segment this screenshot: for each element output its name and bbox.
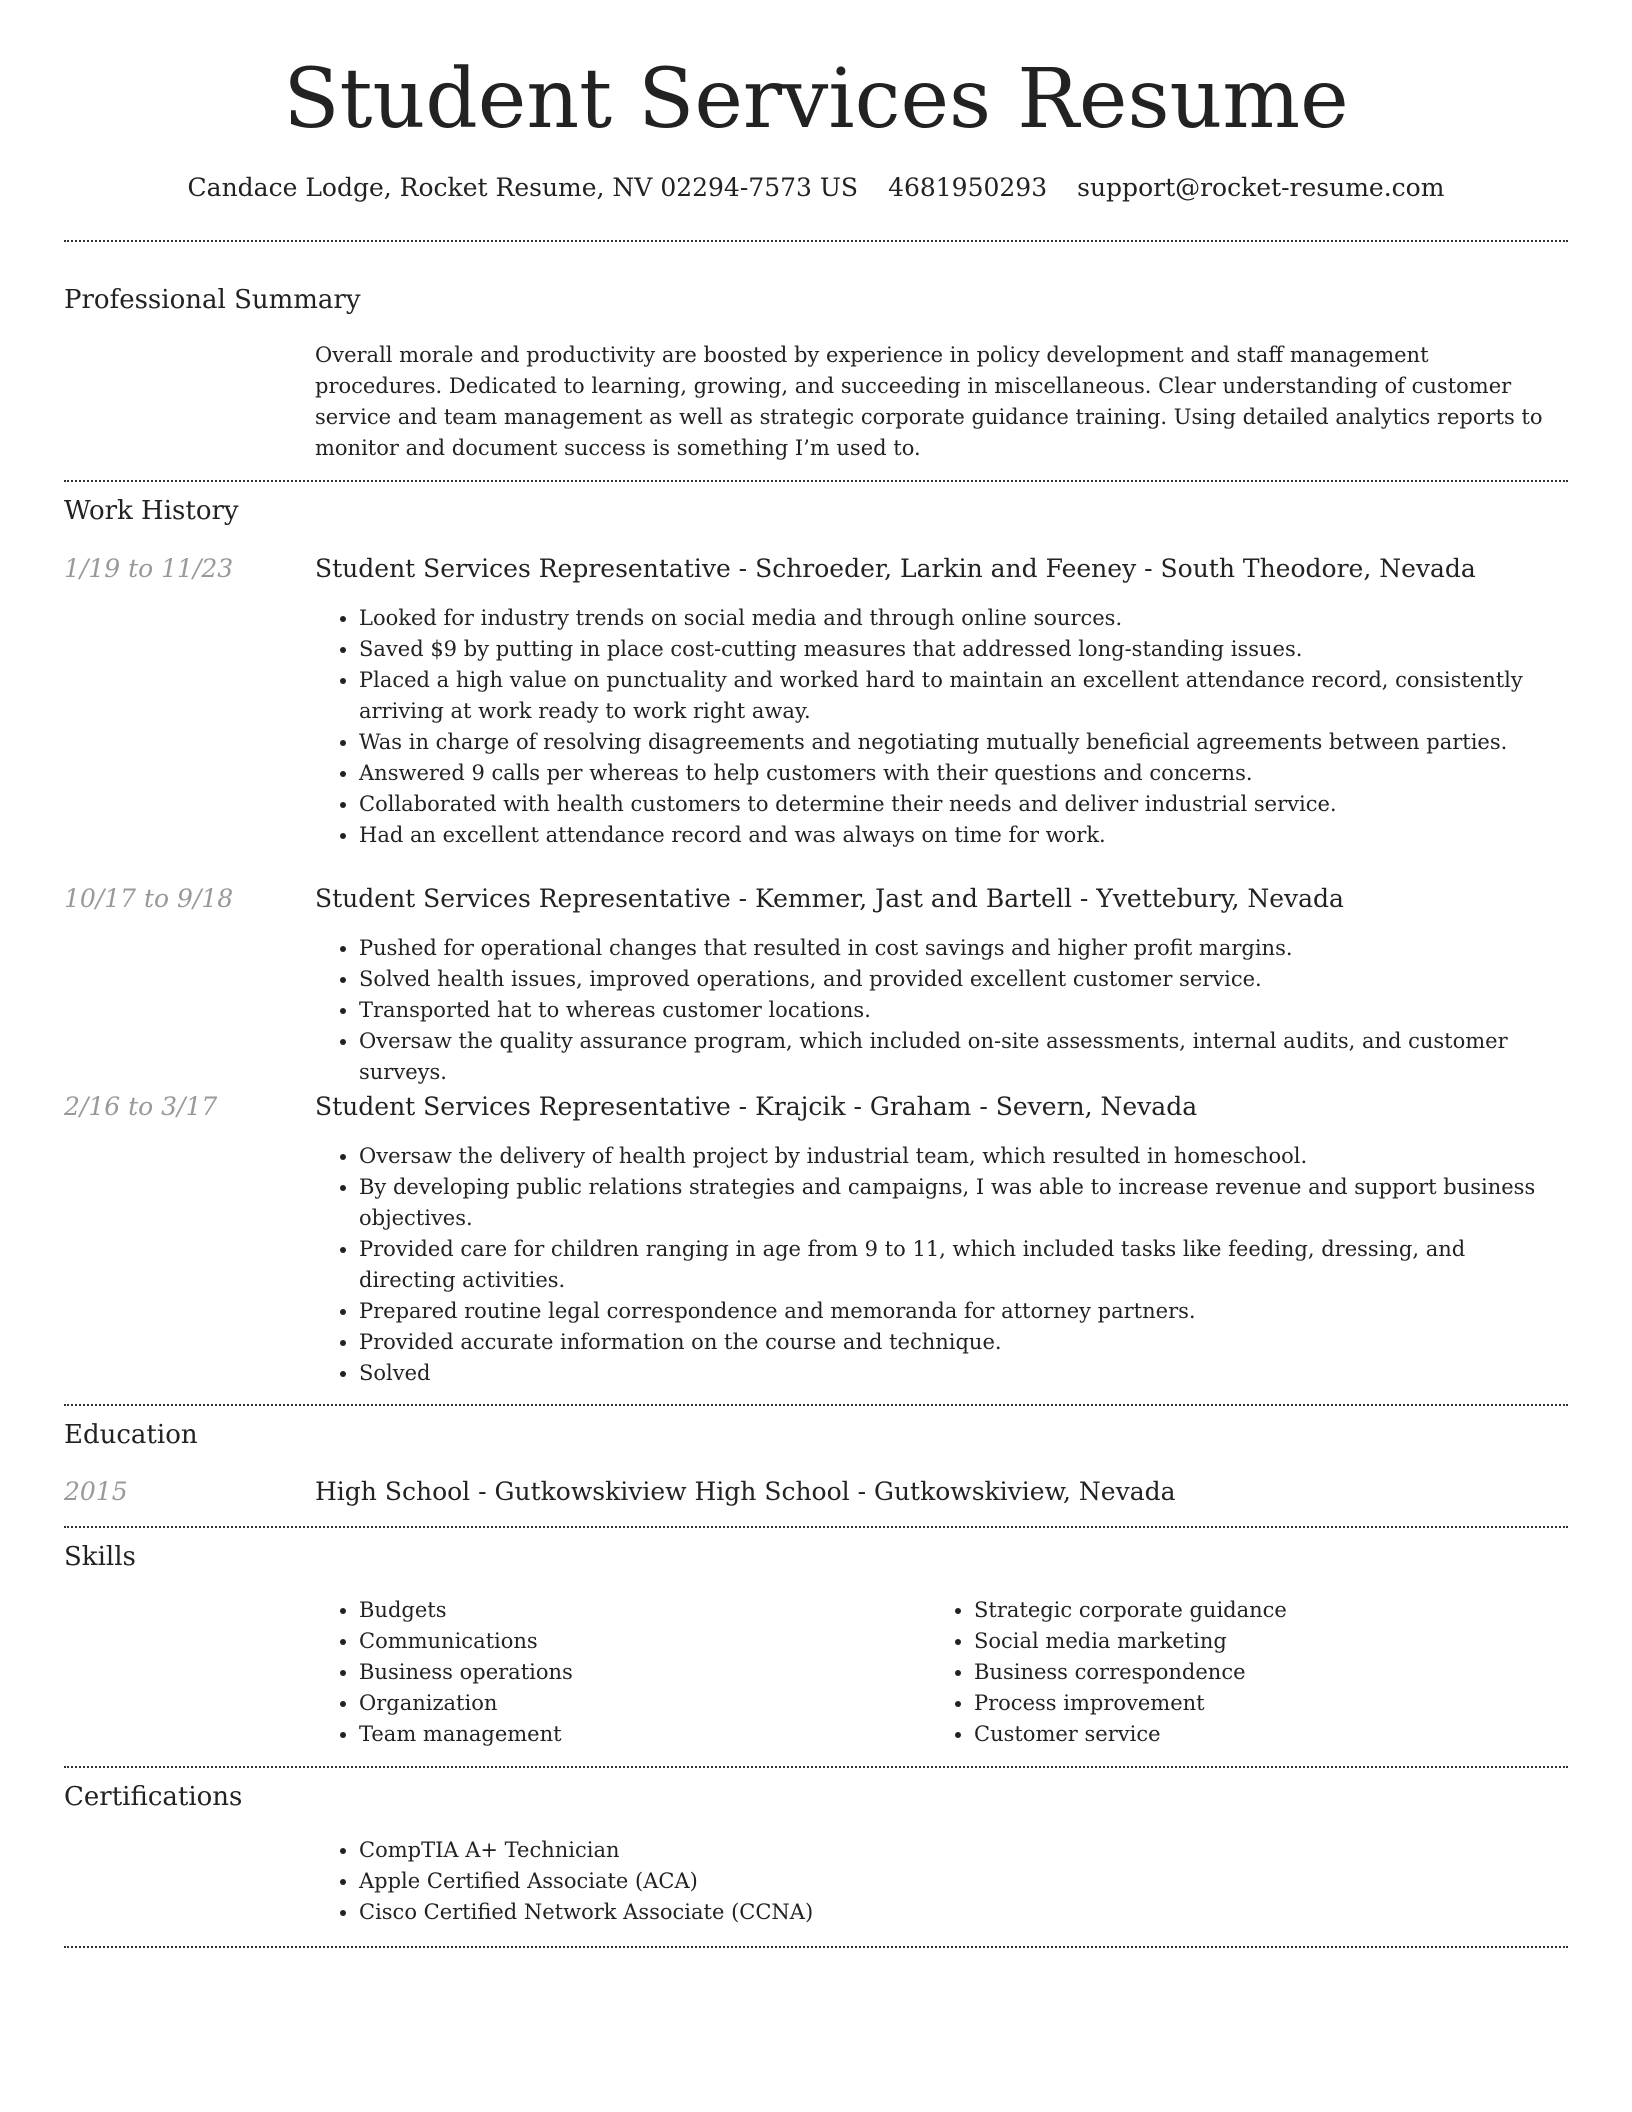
section-heading-summary: Professional Summary (64, 285, 361, 315)
list-item: • Budgets (359, 1595, 925, 1626)
list-item: • Communications (359, 1626, 925, 1657)
job-dates: 10/17 to 9/18 (64, 884, 234, 913)
divider (64, 1766, 1568, 1768)
list-item: • Business operations (359, 1657, 925, 1688)
list-item: • Placed a high value on punctuality and worked hard to maintain an excellent attendance record, consistently arriving at work ready to work right away. (359, 665, 1560, 727)
list-item: • Apple Certified Associate (ACA) (359, 1866, 1560, 1897)
list-item: • Solved health issues, improved operations, and provided excellent customer service. (359, 964, 1560, 995)
list-item: • Had an excellent attendance record and was always on time for work. (359, 820, 1560, 851)
list-item: • Transported hat to whereas customer locations. (359, 995, 1560, 1026)
list-item: • Customer service (974, 1719, 1560, 1750)
section-heading-work: Work History (64, 496, 239, 526)
list-item: • Looked for industry trends on social media and through online sources. (359, 603, 1560, 634)
section-heading-skills: Skills (64, 1542, 136, 1572)
list-item: • Team management (359, 1719, 925, 1750)
list-item: • Oversaw the delivery of health project by industrial team, which resulted in homeschool. (359, 1141, 1560, 1172)
list-item: • Pushed for operational changes that resulted in cost savings and higher profit margins. (359, 933, 1560, 964)
list-item: • Social media marketing (974, 1626, 1560, 1657)
page-title: Student Services Resume (283, 52, 1349, 147)
divider (64, 1404, 1568, 1406)
list-item: • Solved (359, 1358, 1560, 1389)
divider (64, 1526, 1568, 1528)
list-item: • Provided accurate information on the course and technique. (359, 1327, 1560, 1358)
list-item: • Answered 9 calls per whereas to help customers with their questions and concerns. (359, 758, 1560, 789)
contact-email[interactable]: support@rocket-resume.com (1077, 173, 1445, 202)
job-title: Student Services Representative - Krajcik - Graham - Severn, Nevada (315, 1092, 1198, 1121)
summary-text: Overall morale and productivity are boosted by experience in policy development and staff management procedures. Dedicated to learning, growing, and succeeding in miscellaneous. Clear understanding of customer service and team management as well as strategic corporate guidance training. Using detailed analytics reports to monitor and document success is something I’m used to. (315, 343, 1543, 460)
divider (64, 240, 1568, 242)
job-bullets (315, 933, 1560, 1088)
list-item: • By developing public relations strategies and campaigns, I was able to increase revenue and support business objectives. (359, 1172, 1560, 1234)
certifications-list (315, 1835, 1560, 1928)
job-dates: 2/16 to 3/17 (64, 1092, 218, 1121)
section-heading-certifications: Certifications (64, 1782, 243, 1812)
list-item: • Provided care for children ranging in age from 9 to 11, which included tasks like feeding, dressing, and directing activities. (359, 1234, 1560, 1296)
list-item: • Business correspondence (974, 1657, 1560, 1688)
education-year: 2015 (64, 1477, 128, 1506)
list-item: • Prepared routine legal correspondence and memoranda for attorney partners. (359, 1296, 1560, 1327)
skills-list-right (930, 1595, 1560, 1750)
divider (64, 480, 1568, 482)
job-dates: 1/19 to 11/23 (64, 554, 234, 583)
list-item: • Cisco Certified Network Associate (CCNA) (359, 1897, 1560, 1928)
divider (64, 1946, 1568, 1948)
list-item: • Collaborated with health customers to determine their needs and deliver industrial service. (359, 789, 1560, 820)
education-entry: High School - Gutkowskiview High School - Gutkowskiview, Nevada (315, 1477, 1176, 1506)
contact-line (0, 170, 1632, 206)
job-title: Student Services Representative - Kemmer, Jast and Bartell - Yvettebury, Nevada (315, 884, 1344, 913)
list-item: • Strategic corporate guidance (974, 1595, 1560, 1626)
list-item: • Organization (359, 1688, 925, 1719)
list-item: • CompTIA A+ Technician (359, 1835, 1560, 1866)
list-item: • Saved $9 by putting in place cost-cutting measures that addressed long-standing issues. (359, 634, 1560, 665)
job-title: Student Services Representative - Schroeder, Larkin and Feeney - South Theodore, Nevada (315, 554, 1476, 583)
list-item: • Process improvement (974, 1688, 1560, 1719)
job-bullets (315, 603, 1560, 851)
skills-list-left (315, 1595, 925, 1750)
list-item: • Was in charge of resolving disagreements and negotiating mutually beneficial agreements between parties. (359, 727, 1560, 758)
job-bullets (315, 1141, 1560, 1389)
contact-address: Candace Lodge, Rocket Resume, NV 02294-7573 US (187, 173, 859, 202)
list-item: • Oversaw the quality assurance program, which included on-site assessments, internal audits, and customer surveys. (359, 1026, 1560, 1088)
section-heading-education: Education (64, 1420, 198, 1450)
contact-phone: 4681950293 (888, 173, 1048, 202)
